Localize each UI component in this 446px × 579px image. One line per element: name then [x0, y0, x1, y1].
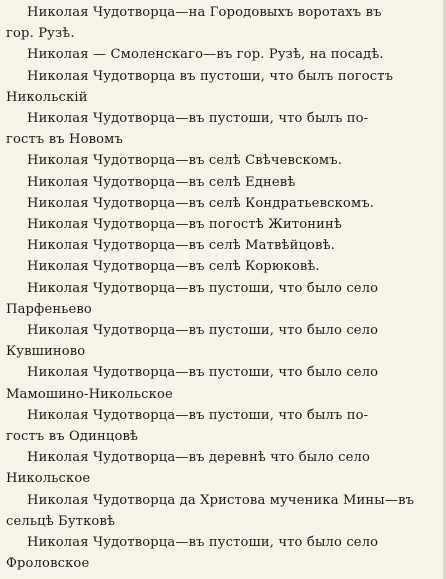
entry-line: Николая Чудотворца—въ селѣ Корюковѣ.: [27, 259, 320, 275]
entry-line: Николая Чудотворца—въ деревнѣ что было село: [27, 450, 371, 466]
entry-line: Николая — Смоленскаго—въ гор. Рузѣ, на посадѣ.: [27, 47, 384, 63]
entry-line: Николая Чудотворца—въ пустоши, что было село: [27, 280, 379, 296]
entry-line: Николая Чудотворца—въ селѣ Свѣчевскомъ.: [27, 153, 343, 169]
entry-continuation: Мамошино-Никольское: [6, 386, 173, 402]
entry-line: Николая Чудотворца—въ пустоши, что былъ по-: [27, 111, 369, 126]
entry-continuation: Кувшиново: [6, 344, 86, 360]
entry-continuation: сельцѣ Бутковѣ: [6, 513, 116, 529]
entry-line: Николая Чудотворца въ пустоши, что былъ погостъ: [27, 68, 394, 84]
entry-continuation: Никольскій: [6, 89, 88, 105]
entry-line: Николая Чудотворца—въ пустоши, что былъ по-: [27, 407, 369, 423]
entry-continuation: гостъ въ Новомъ: [6, 132, 123, 148]
document-page: [0, 2, 446, 579]
entry-line: Николая Чудотворца—на Городовыхъ воротахъ въ: [27, 5, 382, 20]
entry-line: Николая Чудотворца—въ погостѣ Житонинѣ: [27, 217, 342, 232]
entry-line: Николая Чудотворца—въ селѣ Едневѣ: [27, 174, 296, 190]
entry-continuation: гор. Рузѣ.: [6, 26, 75, 42]
entry-line: Николая Чудотворца да Христова мученика Мины—въ: [27, 492, 415, 508]
entry-line: Николая Чудотворца—въ селѣ Матвѣйцовѣ.: [27, 238, 335, 254]
entry-line: Николая Чудотворца—въ селѣ Кондратьевскомъ.: [27, 195, 375, 211]
entry-line: Николая Чудотворца—въ пустоши, что было село: [27, 323, 379, 338]
entry-line: Николая Чудотворца—въ пустоши, что было село: [27, 365, 379, 381]
entry-continuation: Фроловское: [6, 556, 90, 572]
entry-line: Николая Чудотворца—въ пустоши, что было село: [27, 535, 379, 550]
entry-continuation: гостъ въ Одинцовѣ: [6, 429, 139, 444]
entry-continuation: Парфеньево: [6, 301, 92, 317]
entry-continuation: Никольское: [6, 471, 91, 487]
